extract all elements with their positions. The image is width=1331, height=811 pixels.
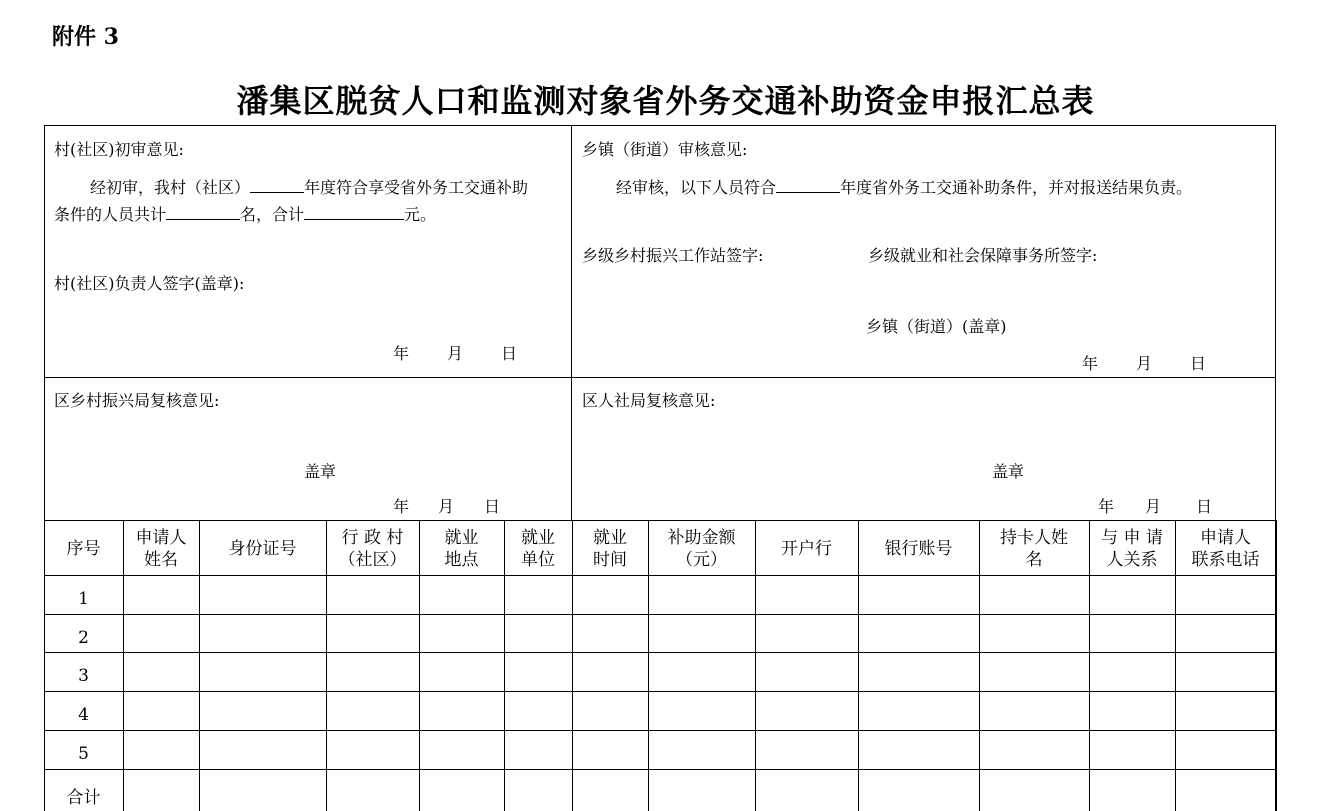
village-line2-c: 元。 xyxy=(404,205,437,224)
table-row-line xyxy=(44,614,1276,615)
township-line1-a: 经审核，以下人员符合 xyxy=(616,178,777,197)
table-row-number: 2 xyxy=(78,628,89,648)
village-line2-a: 条件的人员共计 xyxy=(54,205,167,224)
table-row-line xyxy=(44,691,1276,692)
township-stamp: 乡镇（街道）(盖章) xyxy=(866,317,1007,336)
count-blank[interactable] xyxy=(166,202,240,220)
table-header-label: 地点 xyxy=(444,549,479,570)
year-blank[interactable] xyxy=(250,175,304,193)
table-header-cell xyxy=(44,538,123,560)
table-header-label: 名 xyxy=(1025,549,1043,570)
table-header-cell xyxy=(979,527,1089,571)
village-signature-label: 村(社区)负责人签字(盖章): xyxy=(54,274,245,293)
table-row-number: 5 xyxy=(78,744,89,764)
table-header-label: 序号 xyxy=(66,538,101,559)
table-row-number: 1 xyxy=(78,589,89,609)
divider xyxy=(44,377,1276,378)
village-date-year: 年 xyxy=(393,344,410,363)
table-header-label: 人关系 xyxy=(1106,549,1158,570)
township-date-month: 月 xyxy=(1136,354,1153,373)
township-heading: 乡镇（街道）审核意见: xyxy=(582,140,748,159)
district-hr-date-year: 年 xyxy=(1098,497,1115,516)
table-header-cell xyxy=(572,527,648,571)
village-date-day: 日 xyxy=(501,344,518,363)
table-column-line xyxy=(858,520,859,811)
table-header-cell xyxy=(648,527,755,571)
table-header-cell xyxy=(1175,527,1276,571)
township-line1 xyxy=(616,175,1192,198)
table-header-cell xyxy=(755,538,858,560)
table-header-label: （元） xyxy=(676,549,727,570)
district-rural-date-day: 日 xyxy=(484,497,501,516)
table-header-cell xyxy=(419,527,504,571)
district-hr-date-month: 月 xyxy=(1145,497,1162,516)
table-column-line xyxy=(755,520,756,811)
table-header-label: 就业 xyxy=(521,527,555,548)
page-title: 潘集区脱贫人口和监测对象省外务交通补助资金申报汇总表 xyxy=(236,82,1095,120)
village-line1 xyxy=(90,175,528,198)
year-blank[interactable] xyxy=(776,175,840,193)
table-header-label: 持卡人姓 xyxy=(1000,527,1068,548)
table-header-label: 银行账号 xyxy=(884,538,953,559)
table-row-line xyxy=(44,730,1276,731)
table-header-label: 与 申 请 xyxy=(1101,527,1163,548)
table-row-number: 合计 xyxy=(66,788,101,808)
amount-blank[interactable] xyxy=(304,202,404,220)
township-date-day: 日 xyxy=(1190,354,1207,373)
table-header-label: 身份证号 xyxy=(228,538,297,559)
village-line2 xyxy=(54,202,436,225)
table-header-label: 开户行 xyxy=(781,538,832,559)
divider xyxy=(44,520,1276,521)
village-line1-a: 经初审，我村（社区） xyxy=(90,178,251,197)
table-header-label: 就业 xyxy=(593,527,627,548)
village-line2-b: 名，合计 xyxy=(240,205,305,224)
district-rural-heading: 区乡村振兴局复核意见: xyxy=(54,391,220,410)
table-header-cell xyxy=(858,538,979,560)
table-header-label: 姓名 xyxy=(144,549,178,570)
township-sign-right: 乡级就业和社会保障事务所签字: xyxy=(868,246,1098,265)
table-header-label: 申请人 xyxy=(135,527,187,548)
table-header-label: 单位 xyxy=(521,549,555,570)
table-header-cell xyxy=(199,538,326,560)
table-row-line xyxy=(44,769,1276,770)
table-header-cell xyxy=(1089,527,1175,571)
table-header-label: 申请人 xyxy=(1200,527,1251,548)
village-line1-b: 年度符合享受省外务工交通补助 xyxy=(304,178,529,197)
village-date-month: 月 xyxy=(447,344,464,363)
table-header-label: 联系电话 xyxy=(1191,549,1260,570)
table-header-label: 补助金额 xyxy=(667,527,736,548)
district-rural-date-year: 年 xyxy=(393,497,410,516)
township-sign-left: 乡级乡村振兴工作站签字: xyxy=(582,246,764,265)
village-heading: 村(社区)初审意见: xyxy=(54,140,184,159)
district-hr-date-day: 日 xyxy=(1196,497,1213,516)
table-row-number: 4 xyxy=(78,705,89,725)
township-line1-b: 年度省外务工交通补助条件，并对报送结果负责。 xyxy=(840,178,1193,197)
table-header-cell xyxy=(123,527,199,571)
table-column-line xyxy=(1276,520,1277,811)
table-header-cell xyxy=(326,527,419,571)
district-rural-date-month: 月 xyxy=(438,497,455,516)
table-header-label: 就业 xyxy=(444,527,479,548)
district-hr-stamp: 盖章 xyxy=(992,462,1025,481)
form-frame xyxy=(44,125,1276,811)
divider xyxy=(571,125,572,520)
table-header-label: 时间 xyxy=(593,549,627,570)
township-date-year: 年 xyxy=(1082,354,1099,373)
table-row-line xyxy=(44,652,1276,653)
table-row-line xyxy=(44,575,1276,576)
district-hr-heading: 区人社局复核意见: xyxy=(582,391,716,410)
table-header-label: （社区） xyxy=(338,549,407,570)
table-column-line xyxy=(199,520,200,811)
table-header-label: 行 政 村 xyxy=(341,527,404,548)
table-header-cell xyxy=(504,527,572,571)
table-row-number: 3 xyxy=(78,666,89,686)
attachment-label: 附件 3 xyxy=(52,24,119,50)
district-rural-stamp: 盖章 xyxy=(304,462,337,481)
